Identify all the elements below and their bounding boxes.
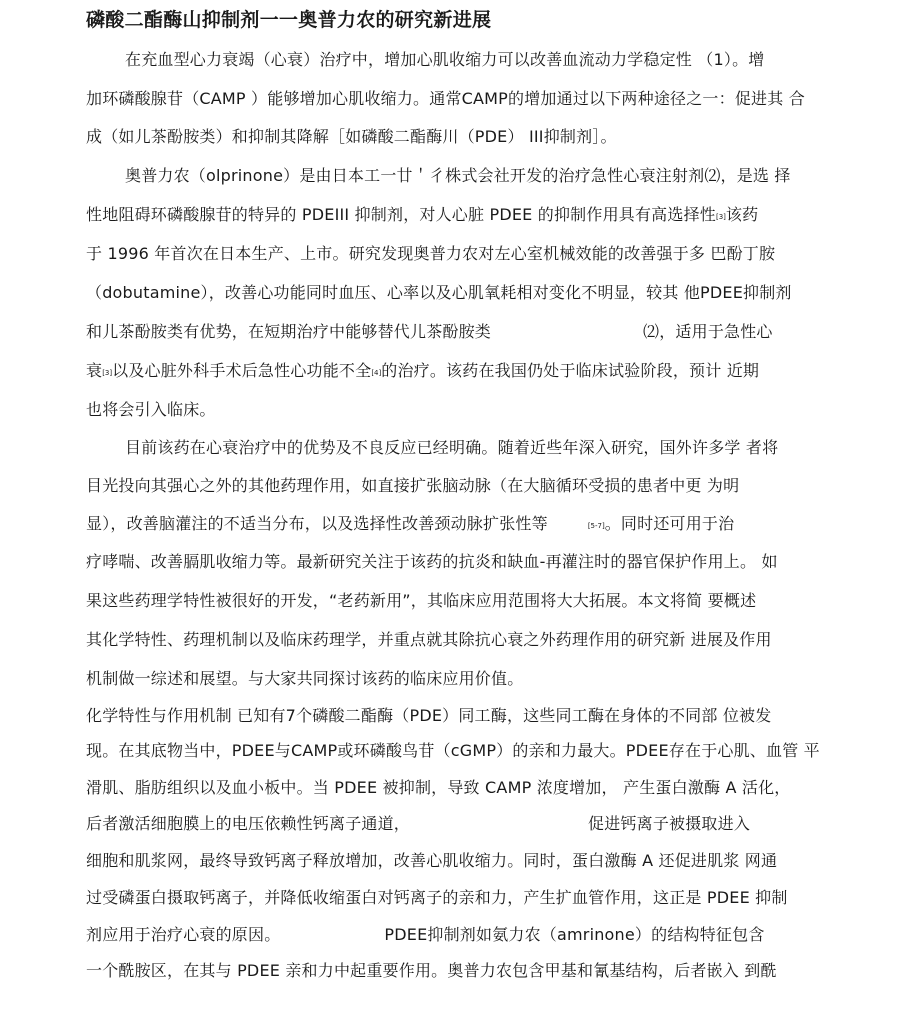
paragraph-4-line-3: 滑肌、脂肪组织以及血小板中。当 PDEE 被抑制，导致 CAMP 浓度增加， 产生蛋白激酶 A 活化， xyxy=(86,778,791,797)
text-run: 性地阻碍环磷酸腺苷的特异的 PDEIII 抑制剂，对人心脏 PDEE 的抑制作用具有高选择性 xyxy=(86,205,716,224)
page-title: 磷酸二酯酶山抑制剂一一奥普力农的研究新进展 xyxy=(86,9,492,31)
paragraph-4-line-1: 化学特性与作用机制 已知有7个磷酸二酯酶（PDE）同工酶，这些同工酶在身体的不同部 位被发 xyxy=(86,706,772,725)
text-run: 衰 xyxy=(86,361,103,380)
citation-ref: [5-7] xyxy=(587,522,605,530)
paragraph-3-line-4: 疗哮喘、改善膈肌收缩力等。最新研究关注于该药的抗炎和缺血-再灌注时的器官保护作用上。 如 xyxy=(86,552,778,571)
paragraph-4-line-2: 现。在其底物当中，PDEE与CAMP或环磷酸鸟苷（cGMP）的亲和力最大。PDEE存在于心肌、血管 平 xyxy=(86,741,820,760)
text-run: 的治疗。该药在我国仍处于临床试验阶段，预计 近期 xyxy=(381,361,760,380)
paragraph-4-line-5: 细胞和肌浆网，最终导致钙离子释放增加，改善心肌收缩力。同时，蛋白激酶 A 还促进肌浆 网通 xyxy=(86,851,778,870)
paragraph-3-line-2: 目光投向其强心之外的其他药理作用，如直接扩张脑动脉（在大脑循环受损的患者中更 为明 xyxy=(86,476,740,495)
paragraph-1-line-3: 成（如儿茶酚胺类）和抑制其降解［如磷酸二酯酶川（PDE） III抑制剂］。 xyxy=(86,127,617,146)
text-run: PDEE抑制剂如氨力农（amrinone）的结构特征包含 xyxy=(384,925,765,944)
text-run: ⑵，适用于急性心 xyxy=(643,322,773,341)
paragraph-3-line-5: 果这些药理学特性被很好的开发，“老药新用”，其临床应用范围将大大拓展。本文将简 要概述 xyxy=(86,591,757,610)
paragraph-4-line-6: 过受磷蛋白摄取钙离子，并降低收缩蛋白对钙离子的亲和力，产生扩血管作用，这正是 PDEE 抑制 xyxy=(86,888,788,907)
paragraph-2-line-4: （dobutamine），改善心功能同时血压、心率以及心肌氧耗相对变化不明显，较其 他PDEE抑制剂 xyxy=(86,283,792,302)
text-run: 显），改善脑灌注的不适当分布，以及选择性改善颈动脉扩张性等 xyxy=(86,514,548,533)
paragraph-1-line-2: 加环磷酸腺苷（CAMP ）能够增加心肌收缩力。通常CAMP的增加通过以下两种途径之一：促进其 合 xyxy=(86,89,805,108)
paragraph-3-line-6: 其化学特性、药理机制以及临床药理学，并重点就其除抗心衰之外药理作用的研究新 进展及作用 xyxy=(86,630,772,649)
citation-ref: [3] xyxy=(715,213,726,221)
text-run: 和儿茶酚胺类有优势，在短期治疗中能够替代儿茶酚胺类 xyxy=(86,322,492,341)
paragraph-1-line-1: 在充血型心力衰竭（心衰）治疗中，增加心肌收缩力可以改善血流动力学稳定性 （1）。增 xyxy=(125,50,765,69)
paragraph-4-line-8: 一个酰胺区，在其与 PDEE 亲和力中起重要作用。奥普力农包含甲基和氰基结构，后者嵌入 到酰 xyxy=(86,961,777,980)
paragraph-2-line-2 xyxy=(86,204,758,228)
paragraph-4-line-4 xyxy=(86,813,750,835)
paragraph-2-line-5 xyxy=(86,321,773,343)
text-run: 剂应用于治疗心衰的原因。 xyxy=(86,925,281,944)
paragraph-2-line-6 xyxy=(86,360,759,384)
paragraph-3-line-1: 目前该药在心衰治疗中的优势及不良反应已经明确。随着近些年深入研究，国外许多学 者将 xyxy=(125,438,779,457)
text-run: 以及心脏外科手术后急性心功能不全 xyxy=(112,361,372,380)
paragraph-4-line-7 xyxy=(86,924,765,946)
text-run: 促进钙离子被摄取进入 xyxy=(588,814,751,833)
paragraph-3-line-3 xyxy=(86,513,734,537)
citation-ref: [3] xyxy=(102,369,113,377)
text-run: 后者激活细胞膜上的电压依赖性钙离子通道， xyxy=(86,814,411,833)
paragraph-2-line-7: 也将会引入临床。 xyxy=(86,400,216,419)
paragraph-3-line-7: 机制做一综述和展望。与大家共同探讨该药的临床应用价值。 xyxy=(86,669,524,688)
text-run: 。同时还可用于治 xyxy=(604,514,735,533)
text-run: 该药 xyxy=(725,205,759,224)
paragraph-2-line-3: 于 1996 年首次在日本生产、上市。研究发现奥普力农对左心室机械效能的改善强于多 巴酚丁胺 xyxy=(86,244,776,263)
citation-ref: [4] xyxy=(371,369,382,377)
paragraph-2-line-1: 奥普力农（olprinone）是由日本工一廿＇彳株式会社开发的治疗急性心衰注射剂⑵，是选 择 xyxy=(125,166,791,185)
